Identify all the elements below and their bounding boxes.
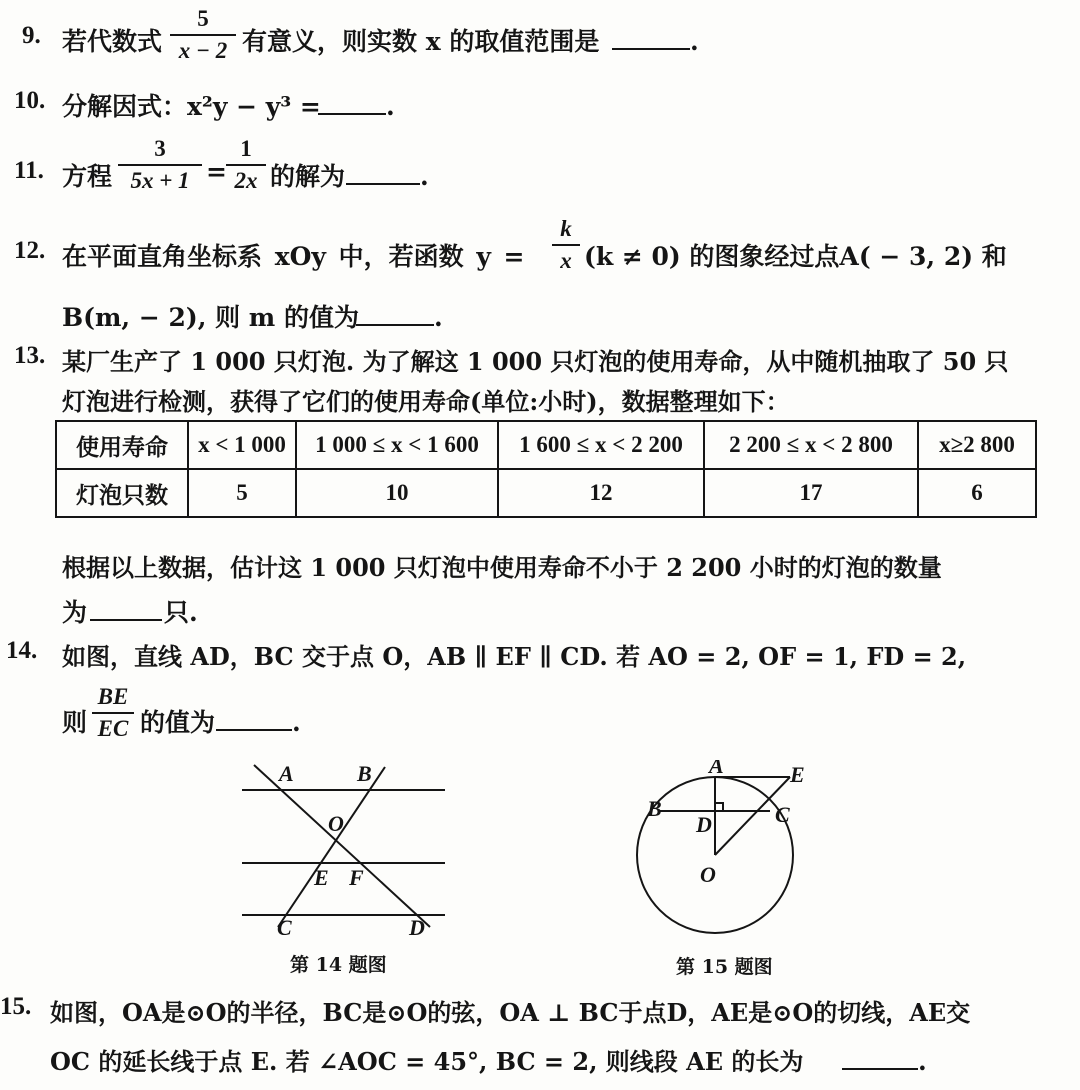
q11-frac2-den: 2x (234, 168, 258, 193)
q14-answer-blank (216, 703, 301, 737)
label-e: E (314, 865, 329, 890)
q11-frac2-num: 1 (240, 136, 252, 161)
table-row (56, 469, 1036, 517)
q12-answer-blank (356, 298, 443, 332)
q15-number: 15. (0, 993, 32, 1020)
q12-prefix: 在平面直角坐标系 xOy 中，若函数 y = (62, 242, 525, 271)
q14-number: 14. (6, 637, 38, 664)
q9-end: . (690, 27, 699, 56)
q9-fraction (170, 6, 236, 64)
table-header-row (56, 421, 1036, 469)
q14-fraction (92, 684, 134, 742)
q13-line2: 灯泡进行检测，获得了它们的使用寿命(单位:小时)，数据整理如下： (62, 387, 790, 416)
q9-answer-blank (612, 22, 699, 56)
q15-end: . (918, 1047, 927, 1076)
table-header-cell: x≥2 800 (918, 421, 1036, 469)
q9-suffix: 有意义，则实数 x 的取值范围是 (242, 27, 600, 56)
table-cell: 灯泡只数 (56, 469, 188, 517)
q13-line3: 根据以上数据，估计这 1 000 只灯泡中使用寿命不小于 2 200 小时的灯泡的数量 (62, 553, 942, 582)
figure-15 (630, 760, 820, 950)
label-b: B (647, 796, 662, 821)
q10-end: . (386, 92, 395, 121)
q13-number: 13. (14, 342, 46, 369)
label-a: A (279, 761, 294, 786)
label-c: C (775, 802, 790, 827)
right-angle-mark (715, 803, 723, 811)
figure-15-caption: 第 15 题图 (676, 956, 773, 978)
label-f: F (349, 865, 364, 890)
table-header-cell: 2 200 ≤ x < 2 800 (704, 421, 918, 469)
label-d: D (409, 915, 425, 940)
label-o: O (328, 811, 344, 836)
table-header-cell: x < 1 000 (188, 421, 296, 469)
q13-line4-prefix: 为 (62, 598, 88, 627)
table-cell: 12 (498, 469, 704, 517)
table-cell: 6 (918, 469, 1036, 517)
label-b: B (357, 761, 372, 786)
q9-frac-den: x − 2 (178, 38, 228, 63)
q13-line1: 某厂生产了 1 000 只灯泡. 为了解这 1 000 只灯泡的使用寿命，从中随机抽取了 50 只 (62, 347, 1009, 376)
q11-frac1-num: 3 (154, 136, 166, 161)
q11-suffix: 的解为 (270, 162, 346, 191)
q14-line1: 如图，直线 AD，BC 交于点 O，AB ∥ EF ∥ CD. 若 AO = 2, OF = 1, FD = 2, (62, 642, 967, 671)
q11-equals: = (206, 157, 227, 186)
q10-text: 分解因式：x²y − y³ = (62, 92, 321, 121)
table-header-cell: 使用寿命 (56, 421, 188, 469)
q13-data-table (55, 420, 1037, 518)
q10-number: 10. (14, 87, 46, 114)
q13-line4-suffix: 只. (164, 598, 198, 627)
table-cell: 5 (188, 469, 296, 517)
figure-14-caption: 第 14 题图 (290, 954, 387, 976)
q11-end: . (420, 162, 429, 191)
q11-prefix: 方程 (62, 162, 113, 191)
q9-prefix: 若代数式 (62, 27, 163, 56)
q15-line1: 如图，OA是⊙O的半径，BC是⊙O的弦，OA ⊥ BC于点D，AE是⊙O的切线，AE交 (50, 998, 971, 1027)
label-e: E (790, 762, 805, 787)
q15-answer-blank (842, 1042, 927, 1076)
label-a: A (709, 760, 724, 778)
label-o: O (700, 862, 716, 887)
q14-line2-suffix: 的值为 (140, 708, 216, 737)
table-cell: 10 (296, 469, 498, 517)
q12-end: . (434, 303, 443, 332)
q12-number: 12. (14, 237, 46, 264)
q11-number: 11. (14, 157, 44, 184)
q11-fraction-1 (118, 136, 202, 194)
label-d: D (696, 812, 712, 837)
q9-frac-num: 5 (197, 6, 209, 31)
table-header-cell: 1 000 ≤ x < 1 600 (296, 421, 498, 469)
q12-suffix: (k ≠ 0) 的图象经过点A( − 3, 2) 和 (584, 242, 1007, 271)
q10-answer-blank (318, 87, 395, 121)
q11-fraction-2 (226, 136, 266, 194)
q14-frac-num: BE (97, 684, 129, 709)
table-cell: 17 (704, 469, 918, 517)
q12-fraction (552, 216, 580, 274)
q11-answer-blank (346, 157, 429, 191)
q13-answer-blank (90, 593, 162, 627)
q12-frac-num: k (560, 216, 572, 241)
q12-frac-den: x (560, 248, 572, 273)
label-c: C (277, 915, 292, 940)
q14-line2-prefix: 则 (62, 708, 88, 737)
q15-line2: OC 的延长线于点 E. 若 ∠AOC = 45°, BC = 2, 则线段 AE 的长为 (50, 1047, 804, 1076)
q9-number: 9. (22, 22, 41, 49)
figure-14 (230, 755, 460, 940)
table-header-cell: 1 600 ≤ x < 2 200 (498, 421, 704, 469)
q14-frac-den: EC (97, 716, 129, 741)
q14-end: . (292, 708, 301, 737)
q11-frac1-den: 5x + 1 (130, 168, 190, 193)
q12-line2: B(m, − 2), 则 m 的值为 (62, 303, 359, 332)
